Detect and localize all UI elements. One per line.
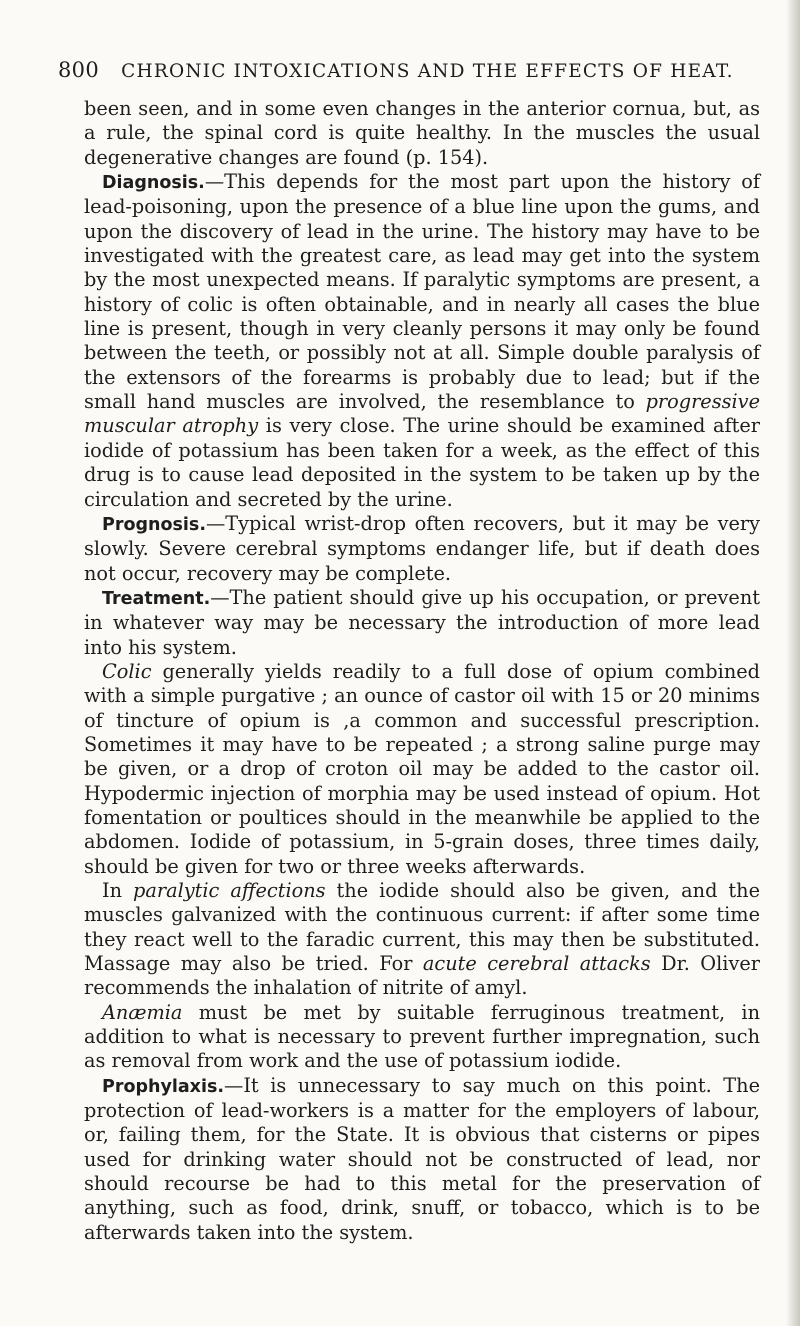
paragraph-treatment xyxy=(84,586,760,660)
paragraph-prognosis xyxy=(84,512,760,586)
running-header xyxy=(58,58,748,82)
paragraph-paralytic xyxy=(84,879,760,1001)
colic-italic: Colic xyxy=(102,659,152,683)
diagnosis-text-a: —This depends for the most part upon the history of lead-poisoning, upon the presence of a blue line upon the gums, and upon the discovery of lead in the urine. The history may have to be investigated with the greatest care, as lead may get into the system by the most unexpected means. If paralytic symptoms are present, a history of colic is often obtainable, and in nearly all cases the blue line is present, though in very cleanly persons it may only be found between the teeth, or possibly not at all. Simple double paralysis of the extensors of the forearms is probably due to lead; but if the small hand muscles are involved, the resemblance to xyxy=(84,170,760,414)
cerebral-italic: acute cerebral attacks xyxy=(422,952,651,976)
colic-text: generally yields readily to a full dose of opium combined with a simple purgative ; an ounce of castor oil with 15 or 20 minims of tincture of opium is ,a common and successful prescription. Sometimes it may have to be repeated ; a strong saline purge may be given, or a drop of croton oil may be added to the castor oil. Hypodermic injection of morphia may be used instead of opium. Hot fomentation or poultices should in the meanwhile be applied to the abdomen. Iodide of potassium, in 5-grain doses, three times daily, should be given for two or three weeks afterwards. xyxy=(84,659,760,878)
diagnosis-italic: progressive muscular atrophy xyxy=(84,390,760,438)
paralytic-text-b: Dr. Oliver recommends the inhalation of nitrite of amyl. xyxy=(84,952,760,1000)
diagnosis-text-b: is very close. The urine should be examined after iodide of potassium has been taken for a week, as the effect of this drug is to cause lead deposited in the system to be taken up by the circulation and secreted by the urine. xyxy=(84,414,760,511)
paralytic-italic: paralytic affections xyxy=(133,879,326,902)
body-text xyxy=(84,97,760,1245)
running-title: CHRONIC INTOXICATIONS AND THE EFFECTS OF HEAT. xyxy=(121,61,734,82)
paragraph-colic xyxy=(84,660,760,879)
paragraph-1 xyxy=(84,97,760,170)
treatment-heading: Treatment. xyxy=(102,588,211,609)
prognosis-heading: Prognosis. xyxy=(102,514,206,535)
paragraph-diagnosis xyxy=(84,170,760,512)
prophylaxis-heading: Prophylaxis. xyxy=(102,1076,225,1097)
page-edge-shadow xyxy=(786,0,800,1326)
page-number: 800 xyxy=(58,58,99,82)
paragraph-1-text: been seen, and in some even changes in the anterior cornua, but, as a rule, the spinal cord is quite healthy. In the muscles the usual degenerative changes are found (p. 154). xyxy=(84,97,760,169)
paralytic-text-a: the iodide should also be given, and the muscles galvanized with the continuous current: if after some time they react well to the faradic current, this may then be substituted. Massage may also be tried. For xyxy=(84,879,760,976)
treatment-text: —The patient should give up his occupation, or prevent in whatever way may be necessary the introduction of more lead into his system. xyxy=(84,585,760,659)
anaemia-text: must be met by suitable ferruginous treatment, in addition to what is necessary to prevent further impregnation, such as removal from work and the use of potassium iodide. xyxy=(84,1000,760,1073)
anaemia-italic: Anæmia xyxy=(102,1000,183,1024)
prophylaxis-text: —It is unnecessary to say much on this point. The protection of lead-workers is a matter for the employers of labour, or, failing them, for the State. It is obvious that cisterns or pipes used for drinking water should not be constructed of lead, nor should recourse be had to this metal for the preservation of anything, such as food, drink, snuff, or tobacco, which is to be afterwards taken into the system. xyxy=(84,1073,760,1244)
diagnosis-heading: Diagnosis. xyxy=(102,173,205,194)
paralytic-pre: In xyxy=(102,879,123,902)
paragraph-anaemia xyxy=(84,1001,760,1074)
paragraph-prophylaxis xyxy=(84,1074,760,1245)
prognosis-text: —Typical wrist-drop often recovers, but it may be very slowly. Severe cerebral symptoms endanger life, but if death does not occur, recovery may be complete. xyxy=(84,511,760,585)
